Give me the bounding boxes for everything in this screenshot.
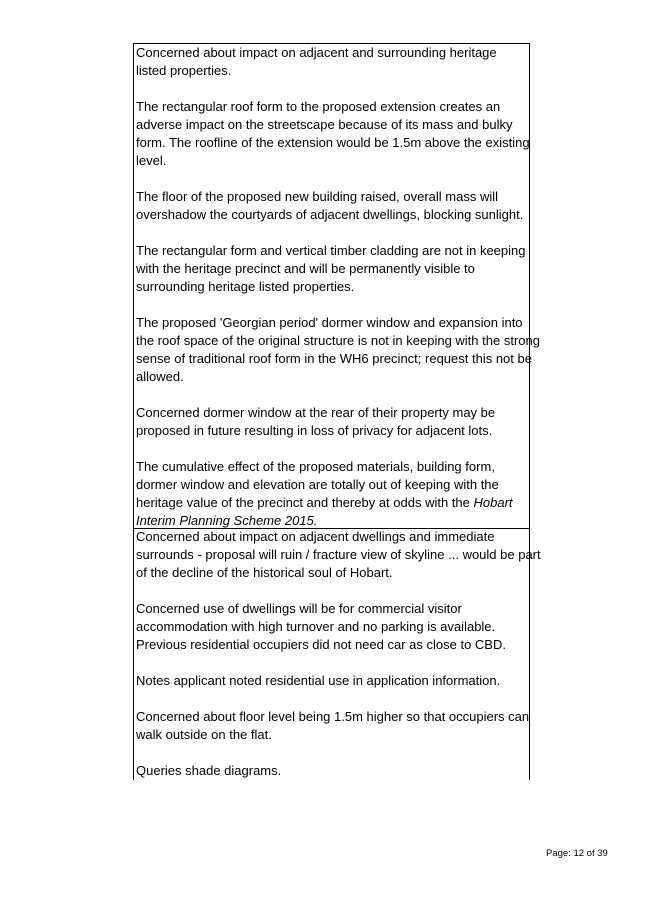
text-line: Concerned about impact on adjacent and surrounding heritage — [136, 45, 497, 60]
text-line: dormer window and elevation are totally out of keeping with the — [136, 477, 499, 492]
text-line: Concerned about floor level being 1.5m higher so that occupiers can — [136, 709, 530, 724]
text-line: overshadow the courtyards of adjacent dwellings, blocking sunlight. — [136, 207, 524, 222]
text-line: adverse impact on the streetscape because of its mass and bulky — [136, 117, 513, 132]
text-line: of the decline of the historical soul of Hobart. — [136, 565, 393, 580]
paragraph — [136, 600, 529, 654]
page-number: Page: 12 of 39 — [546, 848, 608, 859]
text-line: Previous residential occupiers did not need car as close to CBD. — [136, 637, 506, 652]
submission-cell-heritage-concerns — [133, 43, 540, 529]
text-line — [136, 494, 529, 512]
text-line: form. The roofline of the extension would be 1.5m above the existing — [136, 135, 530, 150]
text-line: level. — [136, 153, 167, 168]
paragraph — [136, 44, 529, 80]
text-line: with the heritage precinct and will be permanently visible to — [136, 261, 475, 276]
text-segment: heritage value of the precinct and thereby at odds with the — [136, 495, 474, 510]
text-line: Concerned dormer window at the rear of their property may be — [136, 405, 496, 420]
text-line: surrounding heritage listed properties. — [136, 279, 355, 294]
paragraph — [136, 458, 529, 530]
text-line: accommodation with high turnover and no parking is available. — [136, 619, 496, 634]
text-line: listed properties. — [136, 63, 232, 78]
text-line: Concerned use of dwellings will be for commercial visitor — [136, 601, 462, 616]
planning-scheme-reference: Interim Planning Scheme 2015. — [136, 513, 318, 528]
text-line: surrounds - proposal will ruin / fracture view of skyline ... would be part — [136, 547, 541, 562]
text-line: sense of traditional roof form in the WH6 precinct; request this not be — [136, 351, 532, 366]
text-line: The proposed 'Georgian period' dormer window and expansion into — [136, 315, 523, 330]
paragraph — [136, 528, 541, 582]
text-line: The rectangular roof form to the proposed extension creates an — [136, 99, 501, 114]
text-line: The rectangular form and vertical timber cladding are not in keeping — [136, 243, 526, 258]
submission-cell-amenity-concerns — [133, 528, 541, 780]
text-line: allowed. — [136, 369, 184, 384]
text-line: Queries shade diagrams. — [136, 763, 282, 778]
planning-scheme-reference: Hobart — [473, 495, 513, 510]
paragraph — [136, 708, 529, 744]
paragraph — [136, 242, 529, 296]
text-line: Notes applicant noted residential use in application information. — [136, 673, 501, 688]
text-line: proposed in future resulting in loss of privacy for adjacent lots. — [136, 423, 493, 438]
paragraph — [136, 404, 529, 440]
text-line: walk outside on the flat. — [136, 727, 272, 742]
text-line: The cumulative effect of the proposed materials, building form, — [136, 459, 495, 474]
paragraph — [136, 762, 529, 780]
paragraph — [136, 98, 529, 170]
paragraph — [136, 314, 540, 386]
text-line: The floor of the proposed new building raised, overall mass will — [136, 189, 499, 204]
text-line: the roof space of the original structure is not in keeping with the strong — [136, 333, 540, 348]
paragraph — [136, 188, 529, 224]
text-line: Concerned about impact on adjacent dwellings and immediate — [136, 529, 495, 544]
paragraph — [136, 672, 529, 690]
